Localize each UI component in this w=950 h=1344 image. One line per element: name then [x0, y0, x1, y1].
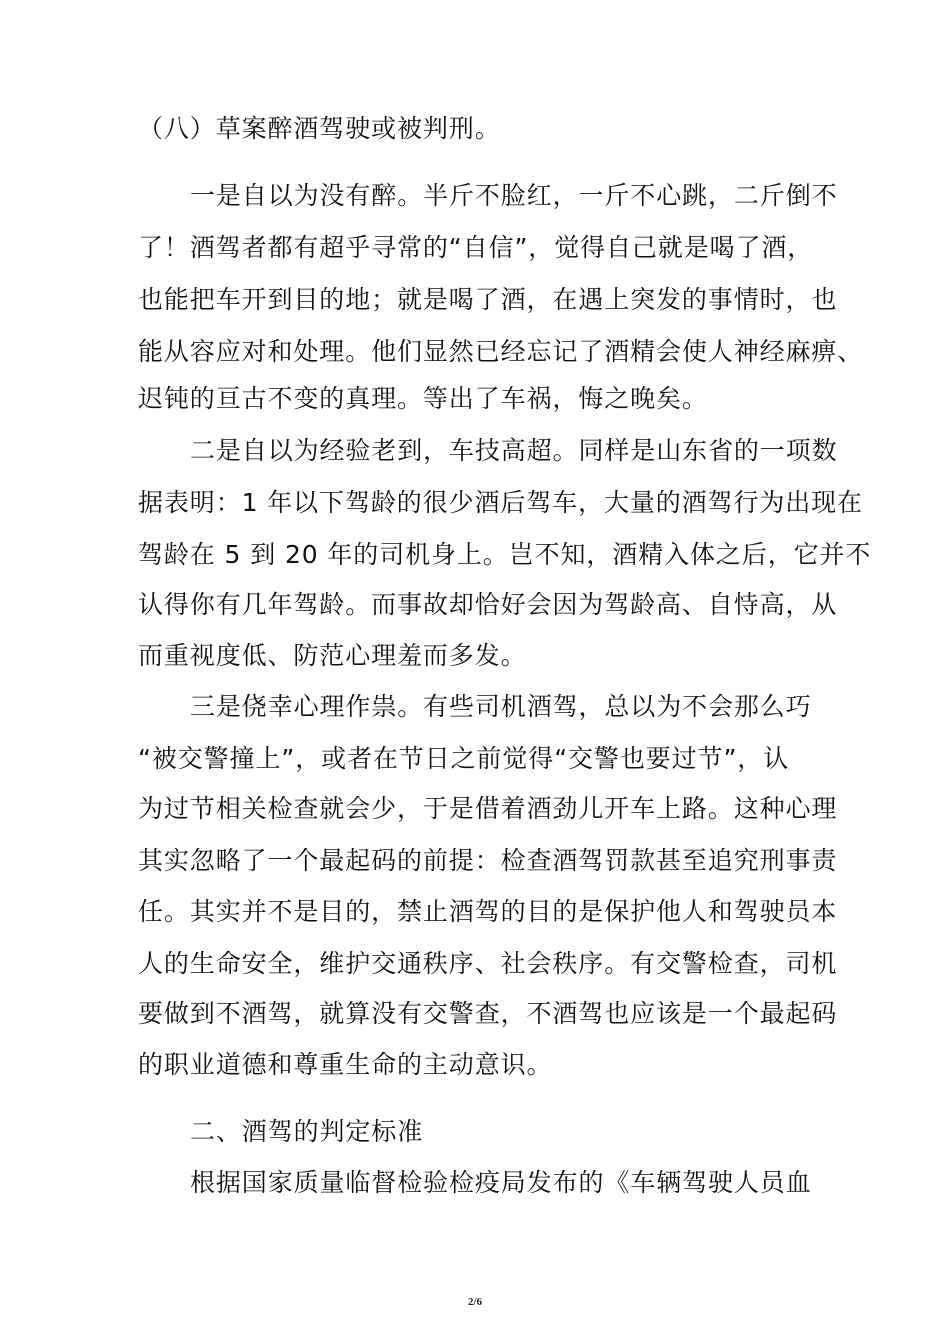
paragraph-line: 一是自以为没有醉。半斤不脸红，一斤不心跳，二斤倒不 [190, 181, 838, 210]
paragraph-line: 了！酒驾者都有超乎寻常的“自信”，觉得自己就是喝了酒， [138, 233, 814, 262]
paragraph-line: 根据国家质量临督检验检疫局发布的《车辆驾驶人员血 [190, 1168, 812, 1197]
paragraph-line: 三是侥幸心理作祟。有些司机酒驾，总以为不会那么巧 [190, 692, 812, 721]
paragraph-line: 迟钝的亘古不变的真理。等出了车祸，悔之晚矣。 [138, 384, 708, 413]
paragraph-line: 认得你有几年驾龄。而事故却恰好会因为驾龄高、自恃高，从 [138, 590, 838, 619]
paragraph-line: 据表明：1 年以下驾龄的很少酒后驾车，大量的酒驾行为出现在 [138, 488, 863, 517]
paragraph-line: 驾龄在 5 到 20 年的司机身上。岂不知，酒精入体之后，它并不 [138, 540, 872, 569]
paragraph-line: 能从容应对和处理。他们显然已经忘记了酒精会使人神经麻痹、 [138, 337, 864, 366]
page-number: 2/6 [467, 1296, 483, 1308]
paragraph-line: 其实忽略了一个最起码的前提：检查酒驾罚款甚至追究刑事责 [138, 846, 838, 875]
section-heading-2: 二、酒驾的判定标准 [190, 1117, 424, 1146]
paragraph-line: 也能把车开到目的地；就是喝了酒，在遇上突发的事情时，也 [138, 285, 838, 314]
paragraph-line: 要做到不酒驾，就算没有交警查，不酒驾也应该是一个最起码 [138, 999, 838, 1028]
paragraph-line: 任。其实并不是目的，禁止酒驾的目的是保护他人和驾驶员本 [138, 897, 838, 926]
paragraph-line: 的职业道德和尊重生命的主动意识。 [138, 1050, 553, 1079]
paragraph-line: 二是自以为经验老到，车技高超。同样是山东省的一项数 [190, 436, 838, 465]
paragraph-line: 为过节相关检查就会少，于是借着酒劲儿开车上路。这种心理 [138, 794, 838, 823]
paragraph-line: 人的生命安全，维护交通秩序、社会秩序。有交警检查，司机 [138, 949, 838, 978]
section-heading-8: （八）草案醉酒驾驶或被判刑。 [138, 114, 501, 143]
paragraph-line: “被交警撞上”，或者在节日之前觉得“交警也要过节”，认 [138, 744, 790, 773]
paragraph-line: 而重视度低、防范心理羞而多发。 [138, 641, 527, 670]
